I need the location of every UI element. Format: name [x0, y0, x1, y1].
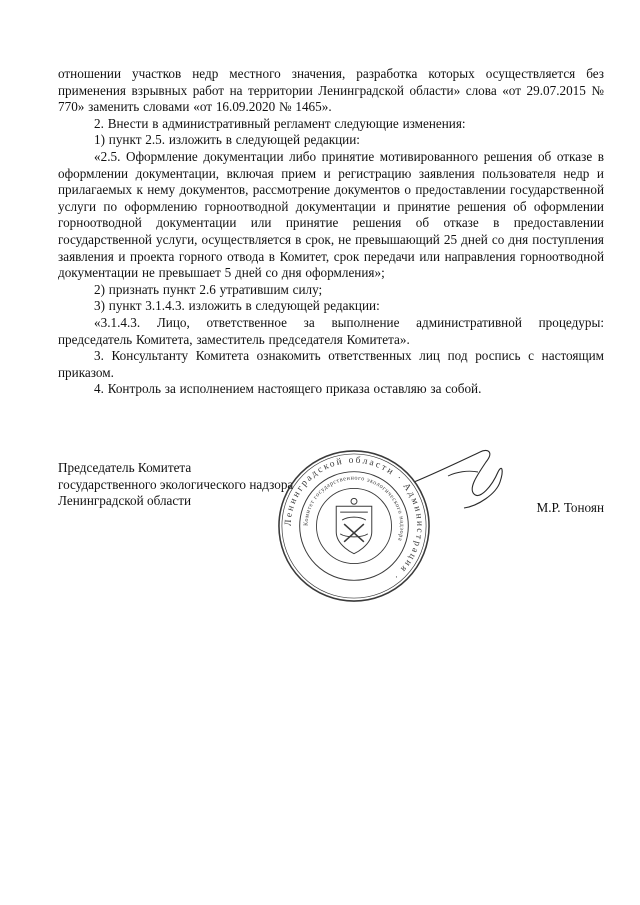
svg-text:Комитет государственного эколо: Комитет государственного экологического надзора	[303, 475, 405, 542]
official-seal	[275, 447, 433, 605]
svg-text:Ленинградской области · Админи: Ленинградской области · Администрация ·	[283, 455, 425, 583]
signatory-title-line-3: Ленинградской области	[58, 493, 192, 509]
paragraph-clause-3-1-4-3: «3.1.4.3. Лицо, ответственное за выполнение административной процедуры: председатель Комитета, заместитель председателя Комитета».	[58, 314, 604, 347]
signatory-title-line-2: государственного экологического надзора	[58, 476, 294, 492]
paragraph-subitem-2: 2) признать пункт 2.6 утратившим силу;	[94, 281, 323, 297]
coat-of-arms-emblem	[336, 498, 372, 553]
paragraph-clause-2-5: «2.5. Оформление документации либо принятие мотивированного решения об отказе в оформлении документации, включая прием и регистрацию заявления пользователя недр и прилагаемых к нему документов, рассмотрение документов о предоставлении государственной услуги по оформлению горноотводной документации и принятие решения об оформлении горноотводной документации или принятие решения об отказе в предоставлении государственной услуги, осуществляется в срок, не превышающий 25 дней со дня поступления заявления и проекта горного отвода в Комитет, срок передачи или направления горноотводной документации не превышает 5 дней со дня оформления»;	[58, 148, 604, 281]
paragraph-item-3: 3. Консультанту Комитета ознакомить ответственных лиц под роспись с настоящим приказом.	[58, 348, 604, 380]
paragraph-subitem-1: 1) пункт 2.5. изложить в следующей редакции:	[94, 132, 360, 148]
seal-rings	[279, 451, 429, 601]
paragraph-subitem-3: 3) пункт 3.1.4.3. изложить в следующей редакции:	[94, 298, 380, 314]
paragraph-continuation: отношении участков недр местного значения, разработка которых осуществляется без применения взрывных работ на территории Ленинградской области» слова «от 29.07.2015 № 770» заменить словами «от 16.09.2020 № 1465».	[58, 66, 604, 115]
paragraph-item-4: 4. Контроль за исполнением настоящего приказа оставляю за собой.	[94, 381, 482, 397]
signatory-name: М.Р. Тоноян	[536, 500, 604, 515]
document-body	[58, 66, 604, 398]
paragraph-item-2: 2. Внести в административный регламент следующие изменения:	[94, 115, 466, 131]
signatory-title-line-1: Председатель Комитета	[58, 460, 192, 475]
